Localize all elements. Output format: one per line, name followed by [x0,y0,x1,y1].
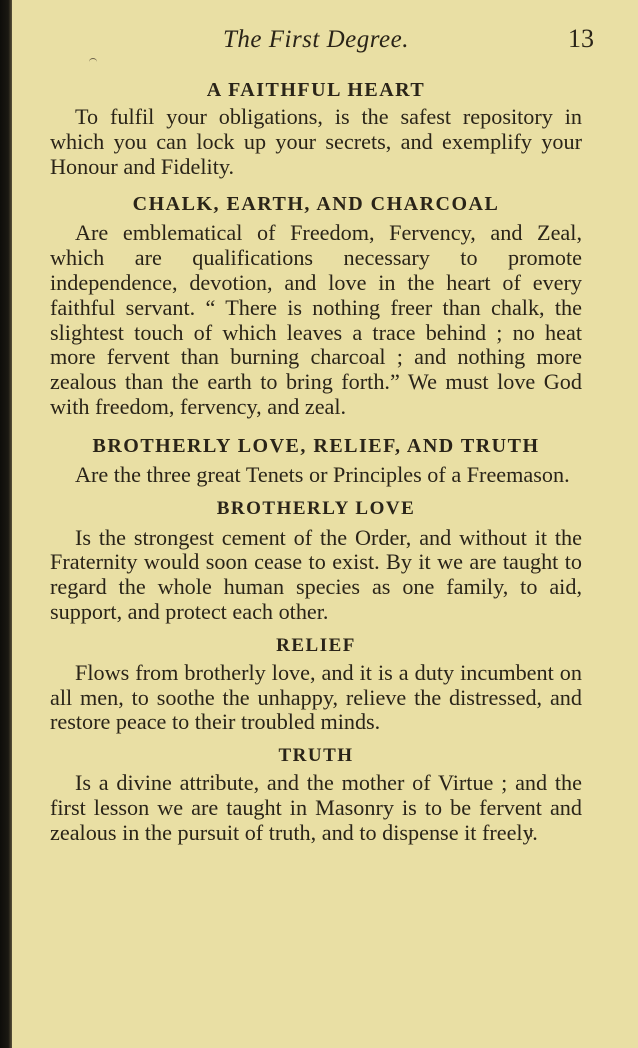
paragraph-tenets: Are the three great Tenets or Principles of a Freemason. [75,461,570,487]
paragraph-chalk-earth-charcoal: Are emblematical of Freedom, Fervency, and Zeal, which are qualifications necessary to promote independence, devotion, and love in the heart of every faithful servant. “ There is nothing freer than chalk, the slightest touch of which leaves a trace behind ; no heat more fervent than burning charcoal ; and nothing more zealous than the earth to bring forth.” We must love God with freedom, fervency, and zeal. [50,220,582,419]
heading-tenets: BROTHERLY LOVE, RELIEF, AND TRUTH [92,434,540,457]
page-number: 13 [568,24,594,53]
running-head [50,22,594,60]
paragraph-relief: Flows from brotherly love, and it is a duty incumbent on all men, to soothe the unhappy, relieve the distressed, and restore peace to their troubled minds. [50,659,582,735]
book-page [50,22,594,846]
heading-relief: RELIEF [276,634,356,656]
running-head-title: The First Degree. [222,26,409,53]
paragraph-faithful-heart: To fulfil your obligations, is the safest repository in which you can lock up your secrets, and exemplify your Honour and Fidelity. [50,104,582,179]
book-spine-edge [0,0,12,1048]
heading-brotherly-love: BROTHERLY LOVE [216,497,416,519]
heading-faithful-heart: A FAITHFUL HEART [206,79,426,101]
paragraph-brotherly-love: Is the strongest cement of the Order, and without it the Fraternity would soon cease to exist. By it we are taught to regard the whole human species as one family, to aid, support, and protect each other. [50,524,582,624]
heading-chalk-earth-charcoal: CHALK, EARTH, AND CHARCOAL [132,193,500,216]
paragraph-truth: Is a divine attribute, and the mother of Virtue ; and the first lesson we are taught in Masonry is to be fervent and zealous in the pursuit of truth, and to dispense it freely. [50,770,582,845]
heading-truth: TRUTH [278,745,354,767]
